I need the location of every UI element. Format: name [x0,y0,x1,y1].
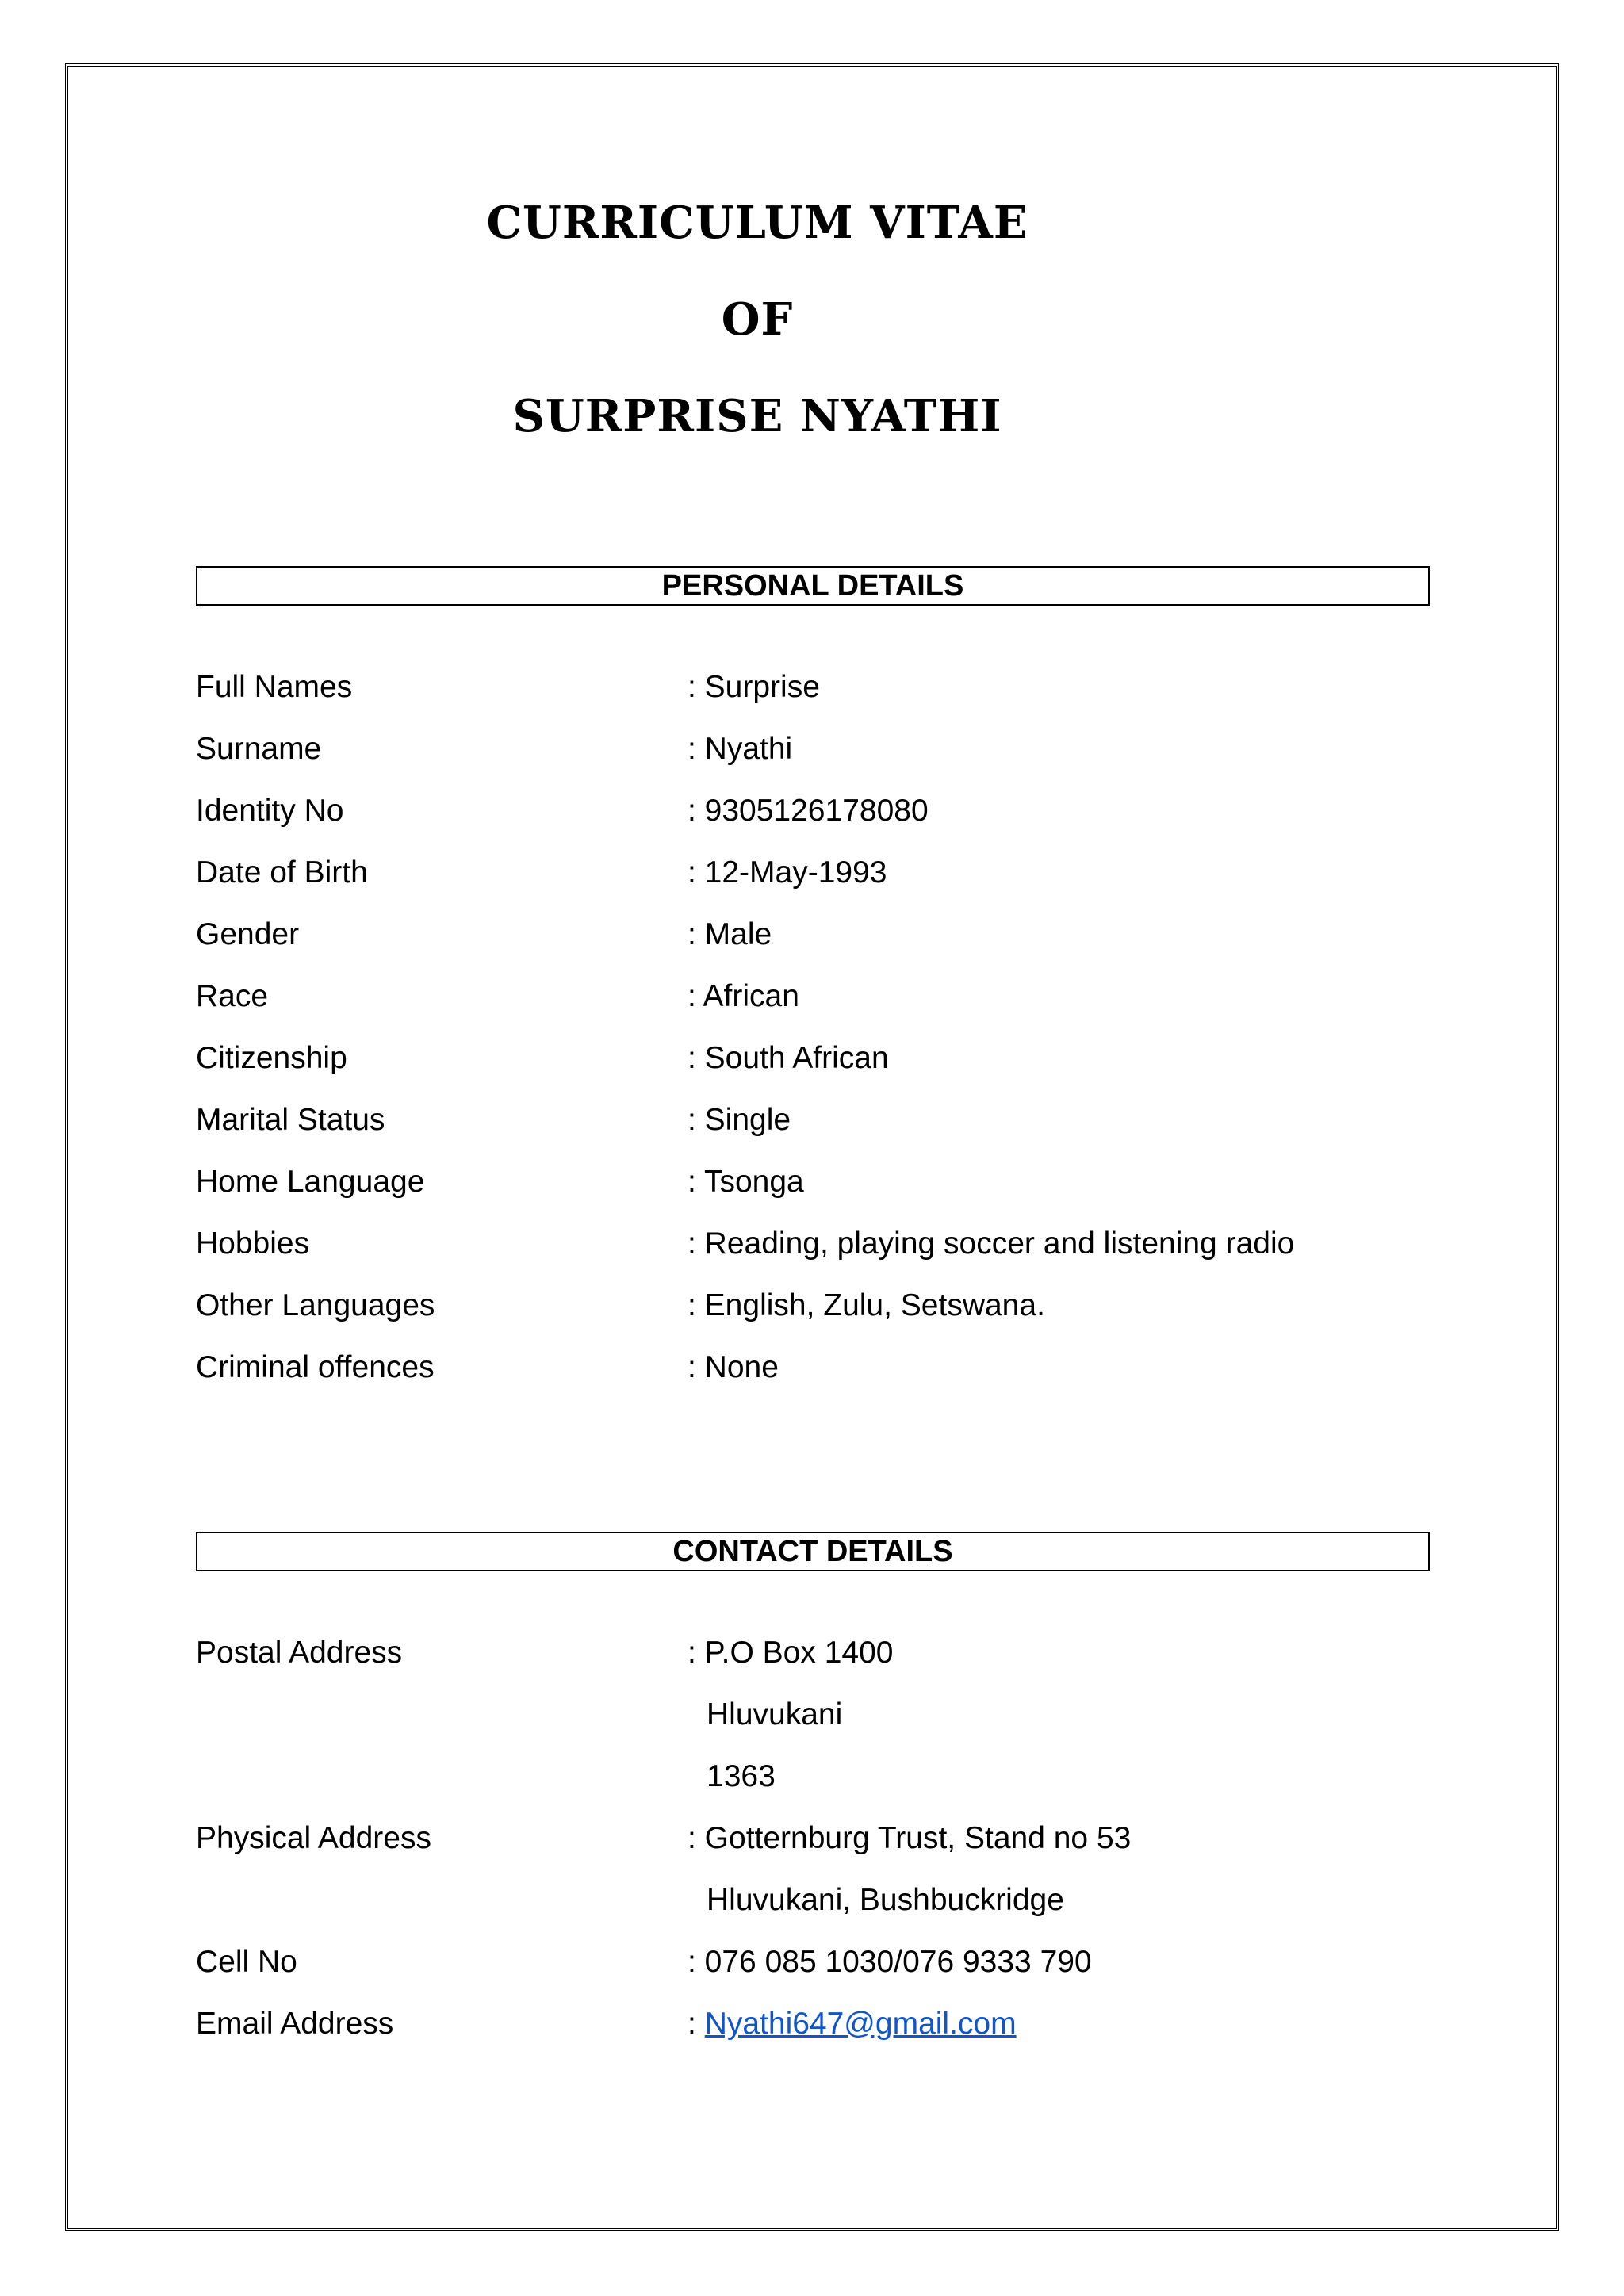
detail-row-hobbies [196,1220,1465,1268]
detail-row-full-names [196,664,1465,711]
detail-label: Identity No [196,794,344,828]
email-colon: : [688,2007,696,2041]
contact-value [688,2000,1017,2048]
contact-details-heading: CONTACT DETAILS [196,1532,1430,1571]
contact-row-physical-line2 [196,1877,1465,1924]
detail-label: Citizenship [196,1041,347,1075]
detail-label: Date of Birth [196,855,368,890]
contact-row-postal-address [196,1629,1465,1677]
contact-label: Cell No [196,1945,297,1979]
detail-row-citizenship [196,1035,1465,1082]
detail-row-marital-status [196,1096,1465,1144]
contact-value: Hluvukani, Bushbuckridge [707,1883,1064,1917]
contact-value: : P.O Box 1400 [688,1636,894,1670]
detail-row-identity-no [196,787,1465,835]
contact-row-cell-no [196,1938,1465,1986]
detail-value: : Single [688,1103,791,1137]
detail-label: Surname [196,732,322,766]
detail-value: : English, Zulu, Setswana. [688,1288,1045,1322]
cv-title-line2: OF [721,293,794,346]
detail-value: : Surprise [688,670,820,704]
cv-title-line1: CURRICULUM VITAE [486,197,1028,249]
detail-label: Other Languages [196,1288,435,1322]
detail-label: Race [196,979,269,1013]
detail-value: : Tsonga [688,1165,804,1199]
contact-label: Physical Address [196,1821,431,1855]
contact-row-postal-line2 [196,1691,1465,1739]
detail-label: Home Language [196,1165,425,1199]
detail-row-other-languages [196,1282,1465,1330]
detail-value: : South African [688,1041,889,1075]
detail-value: : African [688,979,799,1013]
detail-label: Marital Status [196,1103,385,1137]
contact-label: Email Address [196,2007,394,2041]
detail-value: : None [688,1350,779,1384]
contact-row-postal-line3 [196,1753,1465,1800]
contact-label: Postal Address [196,1636,403,1670]
detail-row-surname [196,725,1465,773]
contact-value: : 076 085 1030/076 9333 790 [688,1945,1092,1979]
detail-row-date-of-birth [196,849,1465,897]
contact-row-physical-address [196,1815,1465,1862]
contact-value: 1363 [707,1759,776,1793]
personal-details-heading: PERSONAL DETAILS [196,566,1430,606]
detail-value: : Nyathi [688,732,793,766]
detail-value: : Reading, playing soccer and listening radio [688,1226,1295,1261]
cv-title-name: SURPRISE NYATHI [512,390,1002,442]
contact-value: : Gotternburg Trust, Stand no 53 [688,1821,1132,1855]
detail-row-home-language [196,1158,1465,1206]
detail-row-race [196,973,1465,1020]
contact-value: Hluvukani [707,1697,843,1732]
detail-label: Hobbies [196,1226,310,1261]
contact-row-email-address [196,2000,1465,2048]
detail-label: Full Names [196,670,353,704]
detail-label: Gender [196,917,300,951]
detail-row-gender [196,911,1465,959]
detail-value: : 9305126178080 [688,794,929,828]
detail-row-criminal-offences [196,1344,1465,1391]
email-link[interactable]: Nyathi647@gmail.com [704,2007,1017,2041]
detail-value: : 12-May-1993 [688,855,887,890]
detail-label: Criminal offences [196,1350,435,1384]
detail-value: : Male [688,917,772,951]
